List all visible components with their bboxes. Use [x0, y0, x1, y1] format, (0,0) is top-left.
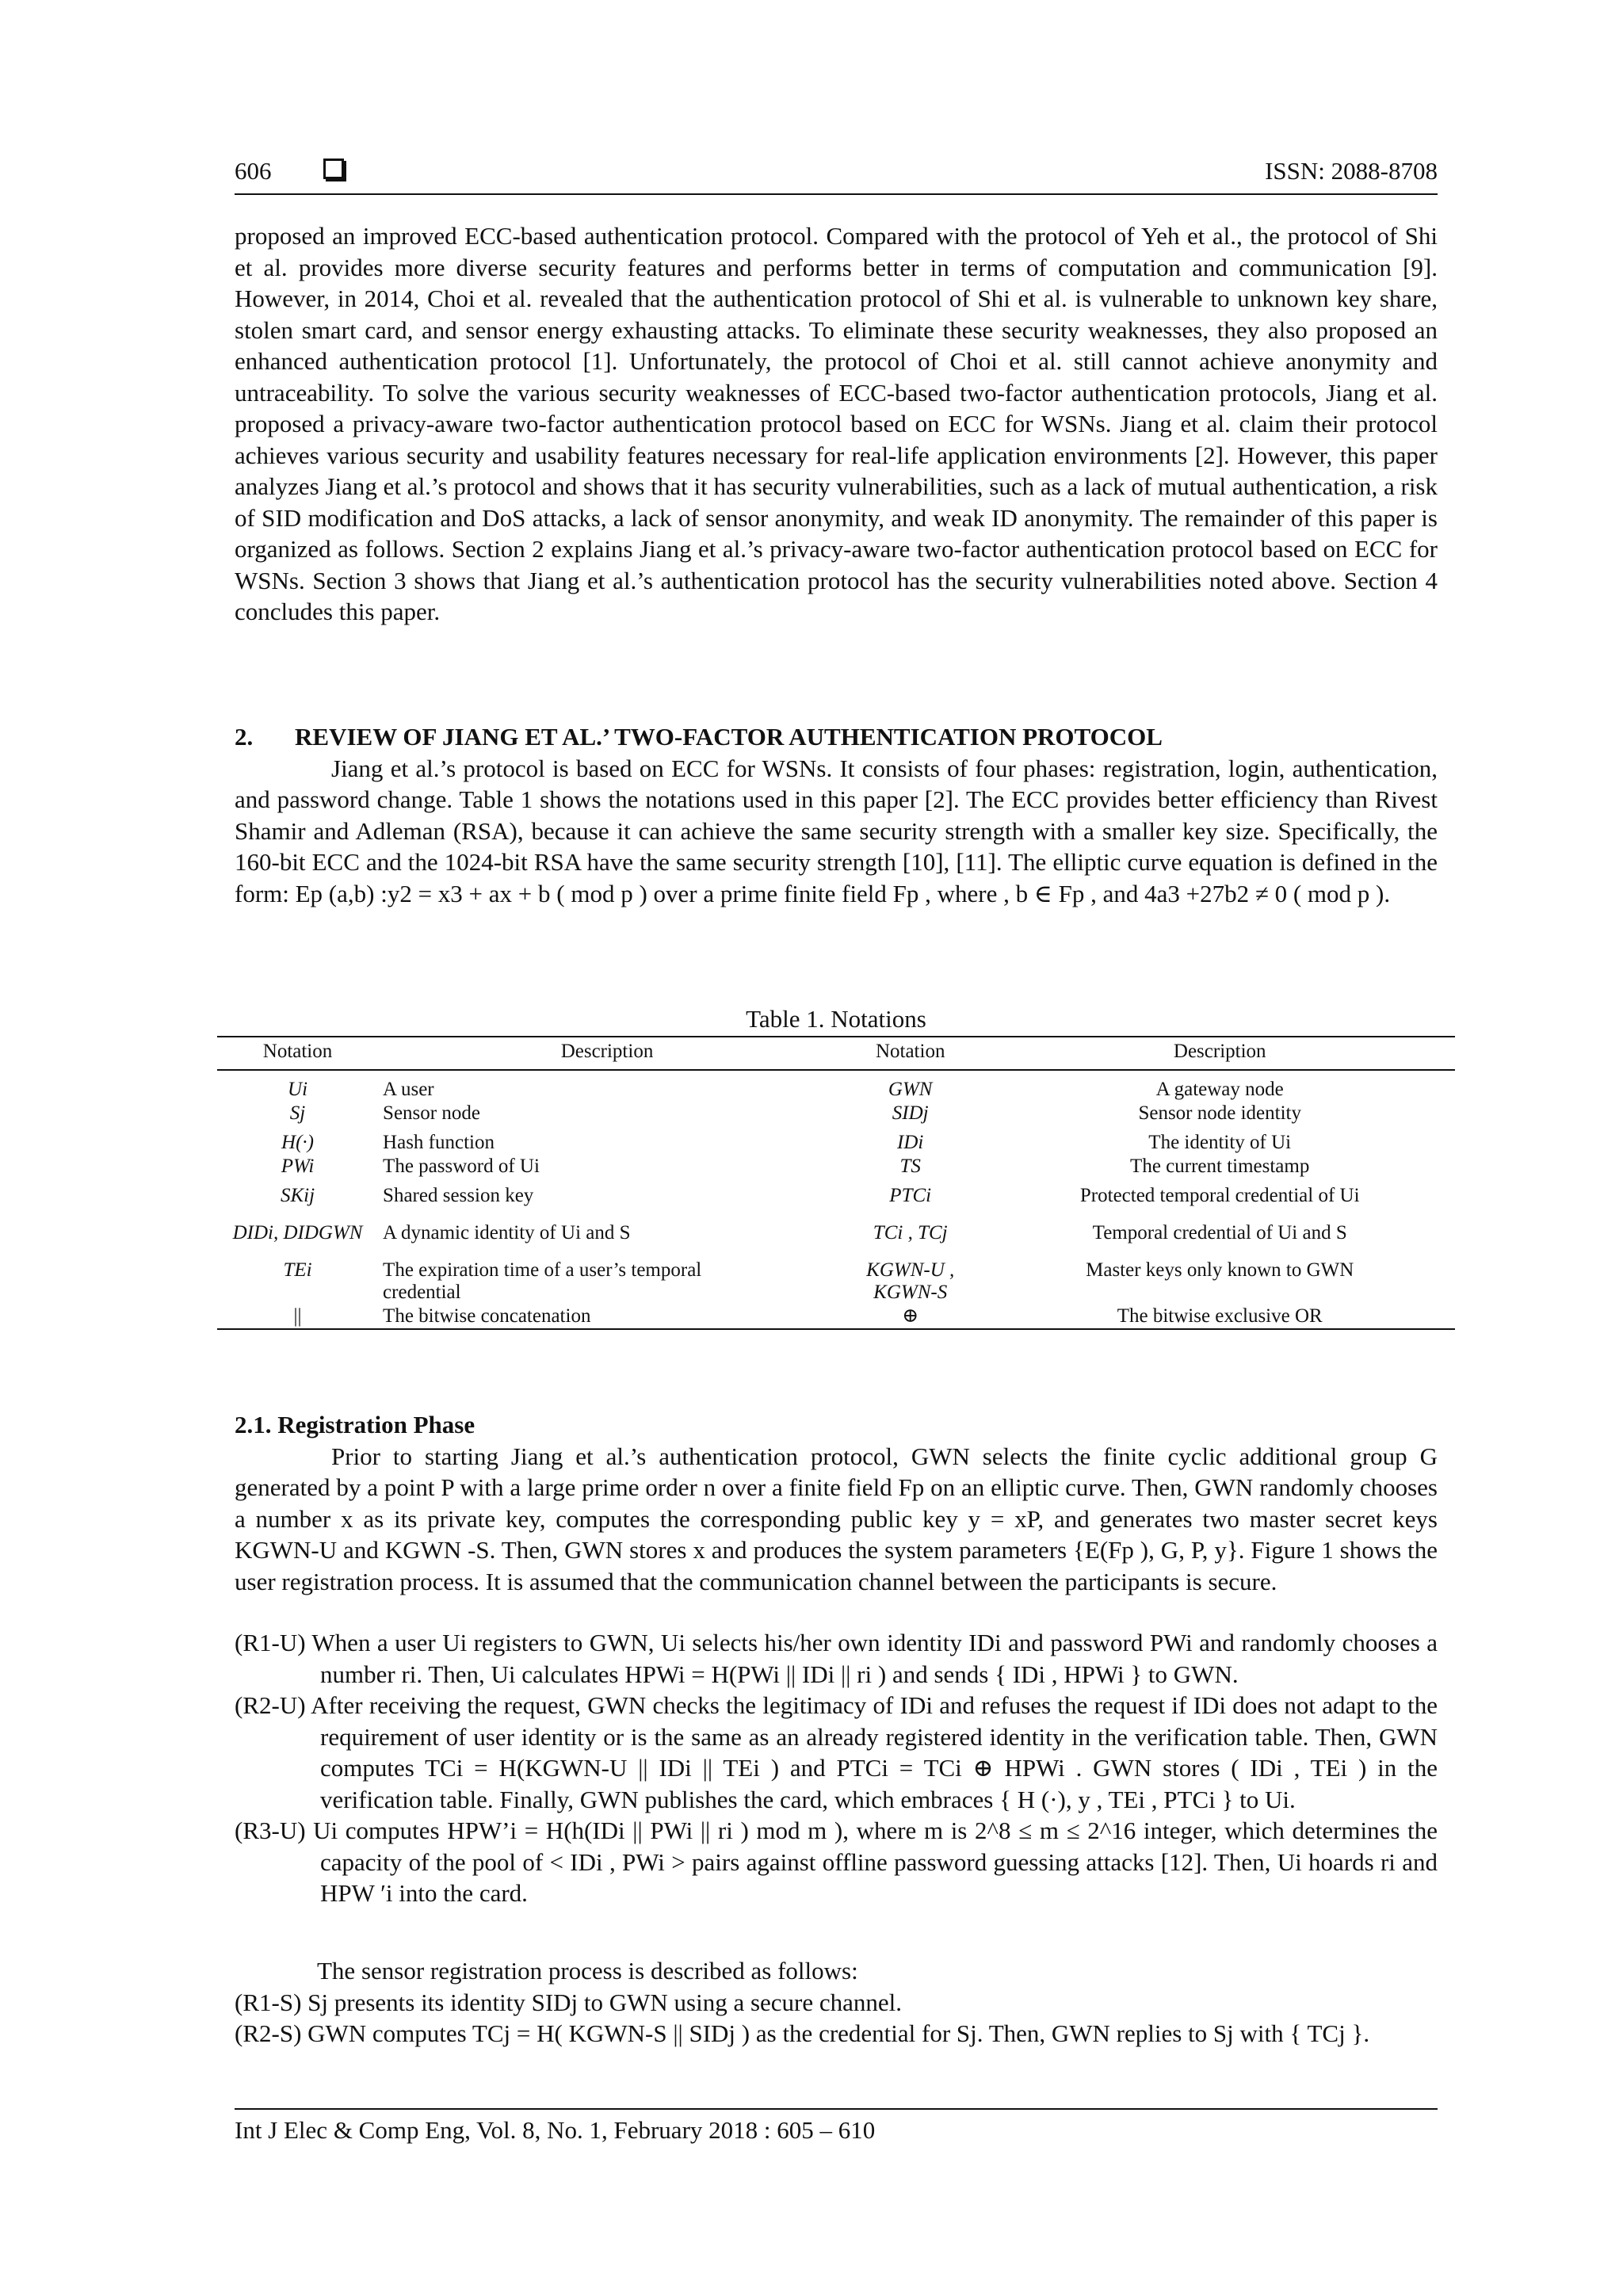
sensor-intro: The sensor registration process is described as follows:	[317, 1957, 858, 1985]
journal-citation: Int J Elec & Comp Eng, Vol. 8, No. 1, February 2018 : 605 – 610	[235, 2116, 876, 2144]
intro-paragraph: proposed an improved ECC-based authentication protocol. Compared with the protocol of Yeh et al., the protocol of Shi et al. provides more diverse security features and performs better in terms of computation and communication [9]. However, in 2014, Choi et al. revealed that the authentication protocol of Shi et al. is vulnerable to unknown key share, stolen smart card, and sensor energy exhausting attacks. To eliminate these security weaknesses, they also proposed an enhanced authentication protocol [1]. Unfortunately, the protocol of Choi et al. still cannot achieve anonymity and untraceability. To solve the various security weaknesses of ECC-based two-factor authentication protocols, Jiang et al. proposed a privacy-aware two-factor authentication protocol based on ECC for WSNs. Jiang et al. claim their protocol achieves various security and usability features necessary for real-life application environments [2]. However, this paper analyzes Jiang et al.’s protocol and shows that it has security vulnerabilities, such as a lack of mutual authentication, a risk of SID modification and DoS attacks, a lack of sensor anonymity, and weak ID anonymity. The remainder of this paper is organized as follows. Section 2 explains Jiang et al.’s privacy-aware two-factor authentication protocol based on ECC for WSNs. Section 3 shows that Jiang et al.’s authentication protocol has the security vulnerabilities noted above. Section 4 concludes this paper.	[235, 222, 1438, 625]
notations-table	[217, 1036, 1455, 1330]
list-item: (R1-U) When a user Ui registers to GWN, Ui selects his/her own identity IDi and password PWi and randomly chooses a number ri. Then, Ui calculates HPWi = H(PWi || IDi || ri ) and sends { IDi , HPWi } to GWN.	[235, 1629, 1438, 1688]
running-header	[235, 157, 1438, 189]
table-row: || The bitwise concatenation ⊕ The bitwise exclusive OR	[217, 1305, 1455, 1329]
user-registration-steps	[235, 1627, 1438, 1909]
list-item: (R2-S) GWN computes TCj = H( KGWN-S || SIDj ) as the credential for Sj. Then, GWN replies to Sj with { TCj }.	[235, 2019, 1370, 2047]
footer-rule	[235, 2108, 1438, 2110]
square-bullet-icon	[323, 159, 344, 179]
section-2-paragraph: Jiang et al.’s protocol is based on ECC for WSNs. It consists of four phases: registration, login, authentication, and password change. Table 1 shows the notations used in this paper [2]. The ECC provides better efficiency than Rivest Shamir and Adleman (RSA), because it can achieve the same security strength with a smaller key size. Specifically, the 160-bit ECC and the 1024-bit RSA have the same security strength [10], [11]. The elliptic curve equation is defined in the form: Ep (a,b) :y2 = x3 + ax + b ( mod p ) over a prime finite field Fp , where , b ∈ Fp , and 4a3 +27b2 ≠ 0 ( mod p ).	[235, 754, 1438, 907]
page-number: 606	[235, 157, 272, 185]
table-caption: Table 1. Notations	[746, 1005, 926, 1033]
running-footer	[235, 2108, 1438, 2145]
table-header-cell: Notation	[217, 1037, 378, 1070]
table-header-cell: Description	[378, 1037, 836, 1070]
table-row: SKij Shared session key PTCi Protected temporal credential of Ui	[280, 1185, 1360, 1206]
table-header-row	[217, 1037, 1455, 1070]
section-2-heading: 2. REVIEW OF JIANG ET AL.’ TWO-FACTOR AUTHENTICATION PROTOCOL	[235, 723, 1163, 751]
section-2	[235, 721, 1438, 909]
table-header-cell: Notation	[836, 1037, 984, 1070]
issn: ISSN: 2088-8708	[1265, 157, 1438, 185]
list-item: (R3-U) Ui computes HPW’i = H(h(IDi || PWi || ri ) mod m ), where m is 2^8 ≤ m ≤ 2^16 integer, which determines the capacity of the pool of < IDi , PWi > pairs against offline password guessing attacks [12]. Then, Ui hoards ri and HPW ′i into the card.	[235, 1817, 1438, 1907]
table-row: PWi The password of Ui TS The current timestamp	[281, 1156, 1310, 1177]
table-row: H(·) Hash function IDi The identity of Ui	[281, 1132, 1292, 1153]
table-row: DIDi, DIDGWN A dynamic identity of Ui and S TCi , TCj Temporal credential of Ui and S	[232, 1222, 1347, 1244]
header-rule	[235, 193, 1438, 195]
table-header-cell: Description	[984, 1037, 1455, 1070]
list-item: (R2-U) After receiving the request, GWN checks the legitimacy of IDi and refuses the request if IDi does not adapt to the requirement of user identity or is the same as an already registered identity in the verification table. Then, GWN computes TCi = H(KGWN-U || IDi || TEi ) and PTCi = TCi ⊕ HPWi . GWN stores ( IDi , TEi ) in the verification table. Finally, GWN publishes the card, which embraces { H (·), y , TEi , PTCi } to Ui.	[235, 1691, 1438, 1813]
section-2-1	[235, 1409, 1438, 1597]
table-row: TEi The expiration time of a user’s temporal credential KGWN-U , KGWN-S Master keys only known to GWN	[283, 1259, 1354, 1303]
list-item: (R1-S) Sj presents its identity SIDj to GWN using a secure channel.	[235, 1988, 903, 2016]
table-row: Ui A user GWN A gateway node	[288, 1079, 1284, 1100]
table-row: Sj Sensor node SIDj Sensor node identity	[289, 1102, 1301, 1124]
sensor-registration	[235, 1955, 1438, 2050]
section-2-1-heading: 2.1. Registration Phase	[235, 1411, 475, 1438]
section-2-1-paragraph: Prior to starting Jiang et al.’s authentication protocol, GWN selects the finite cyclic additional group G generated by a point P with a large prime order n over a finite field Fp on an elliptic curve. Then, GWN randomly chooses a number x as its private key, computes the corresponding public key y = xP, and generates two master secret keys KGWN-U and KGWN -S. Then, GWN stores x and produces the system parameters {E(Fp ), G, P, y}. Figure 1 shows the user registration process. It is assumed that the communication channel between the participants is secure.	[235, 1442, 1438, 1595]
